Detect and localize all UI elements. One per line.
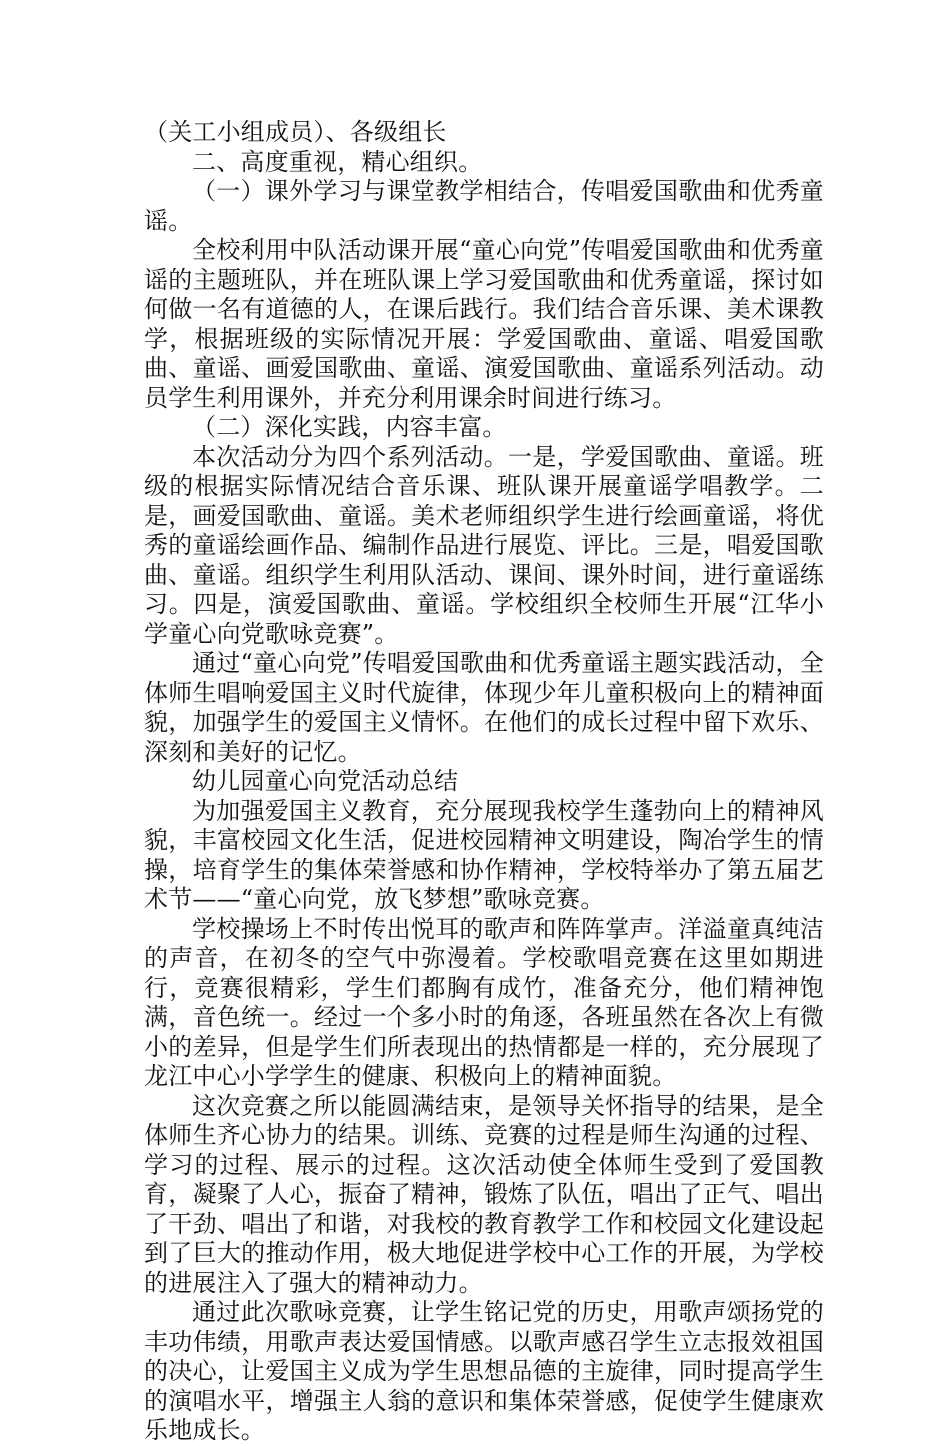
heading-section-two: 二、高度重视，精心组织。 <box>192 147 483 176</box>
paragraph-success: 这次竞赛之所以能圆满结束，是领导关怀指导的结果，是全体师生齐心协力的结果。训练、竞赛的过程是师生沟通的过程、学习的过程、展示的过程。这次活动使全体师生受到了爱国教育，凝聚了人心，振奋了精神，锻炼了队伍，唱出了正气、唱出了干劲、唱出了和谐，对我校的教育教学工作和校园文化建设起到了巨大的推动作用，极大地促进学校中心工作的开展，为学校的进展注入了强大的精神动力。 <box>144 1091 824 1297</box>
paragraph-four-series: 本次活动分为四个系列活动。一是，学爱国歌曲、童谣。班级的根据实际情况结合音乐课、班队课开展童谣学唱教学。二是，画爱国歌曲、童谣。美术老师组织学生进行绘画童谣，将优秀的童谣绘画作品、编制作品进行展览、评比。三是，唱爱国歌曲、童谣。组织学生利用队活动、课间、课外时间，进行童谣练习。四是，演爱国歌曲、童谣。学校组织全校师生开展“江华小学童心向党歌咏竞赛”。 <box>144 442 824 648</box>
subheading-one: （一）课外学习与课堂教学相结合，传唱爱国歌曲和优秀童谣。 <box>144 177 824 235</box>
paragraph-class-activities: 全校利用中队活动课开展“童心向党”传唱爱国歌曲和优秀童谣的主题班队，并在班队课上学习爱国歌曲和优秀童谣，探讨如何做一名有道德的人，在课后践行。我们结合音乐课、美术课教学，根据班级的实际情况开展：学爱国歌曲、童谣、唱爱国歌曲、童谣、画爱国歌曲、童谣、演爱国歌曲、童谣系列活动。动员学生利用课外，并充分利用课余时间进行练习。 <box>144 236 824 412</box>
document-page <box>144 118 824 1446</box>
section-title-kindergarten: 幼儿园童心向党活动总结 <box>192 767 459 795</box>
paragraph-outcome: 通过“童心向党”传唱爱国歌曲和优秀童谣主题实践活动，全体师生唱响爱国主义时代旋律，体现少年儿童积极向上的精神面貌，加强学生的爱国主义情怀。在他们的成长过程中留下欢乐、深刻和美好的记忆。 <box>144 649 824 766</box>
paragraph-members: （关工小组成员）、各级组长 <box>144 118 447 146</box>
subheading-two: （二）深化实践，内容丰富。 <box>192 413 507 441</box>
paragraph-conclusion: 通过此次歌咏竞赛，让学生铭记党的历史，用歌声颂扬党的丰功伟绩，用歌声表达爱国情感。以歌声感召学生立志报效祖国的决心，让爱国主义成为学生思想品德的主旋律，同时提高学生的演唱水平，增强主人翁的意识和集体荣誉感，促使学生健康欢乐地成长。 <box>144 1298 824 1444</box>
paragraph-competition: 学校操场上不时传出悦耳的歌声和阵阵掌声。洋溢童真纯洁的声音，在初冬的空气中弥漫着。学校歌唱竞赛在这里如期进行，竞赛很精彩，学生们都胸有成竹，准备充分，他们精神饱满，音色统一。经过一个多小时的角逐，各班虽然在各次上有微小的差异，但是学生们所表现出的热情都是一样的，充分展现了龙江中心小学学生的健康、积极向上的精神面貌。 <box>144 914 824 1090</box>
paragraph-art-festival: 为加强爱国主义教育，充分展现我校学生蓬勃向上的精神风貌，丰富校园文化生活，促进校园精神文明建设，陶冶学生的情操，培育学生的集体荣誉感和协作精神，学校特举办了第五届艺术节——“童心向党，放飞梦想”歌咏竞赛。 <box>144 796 824 913</box>
